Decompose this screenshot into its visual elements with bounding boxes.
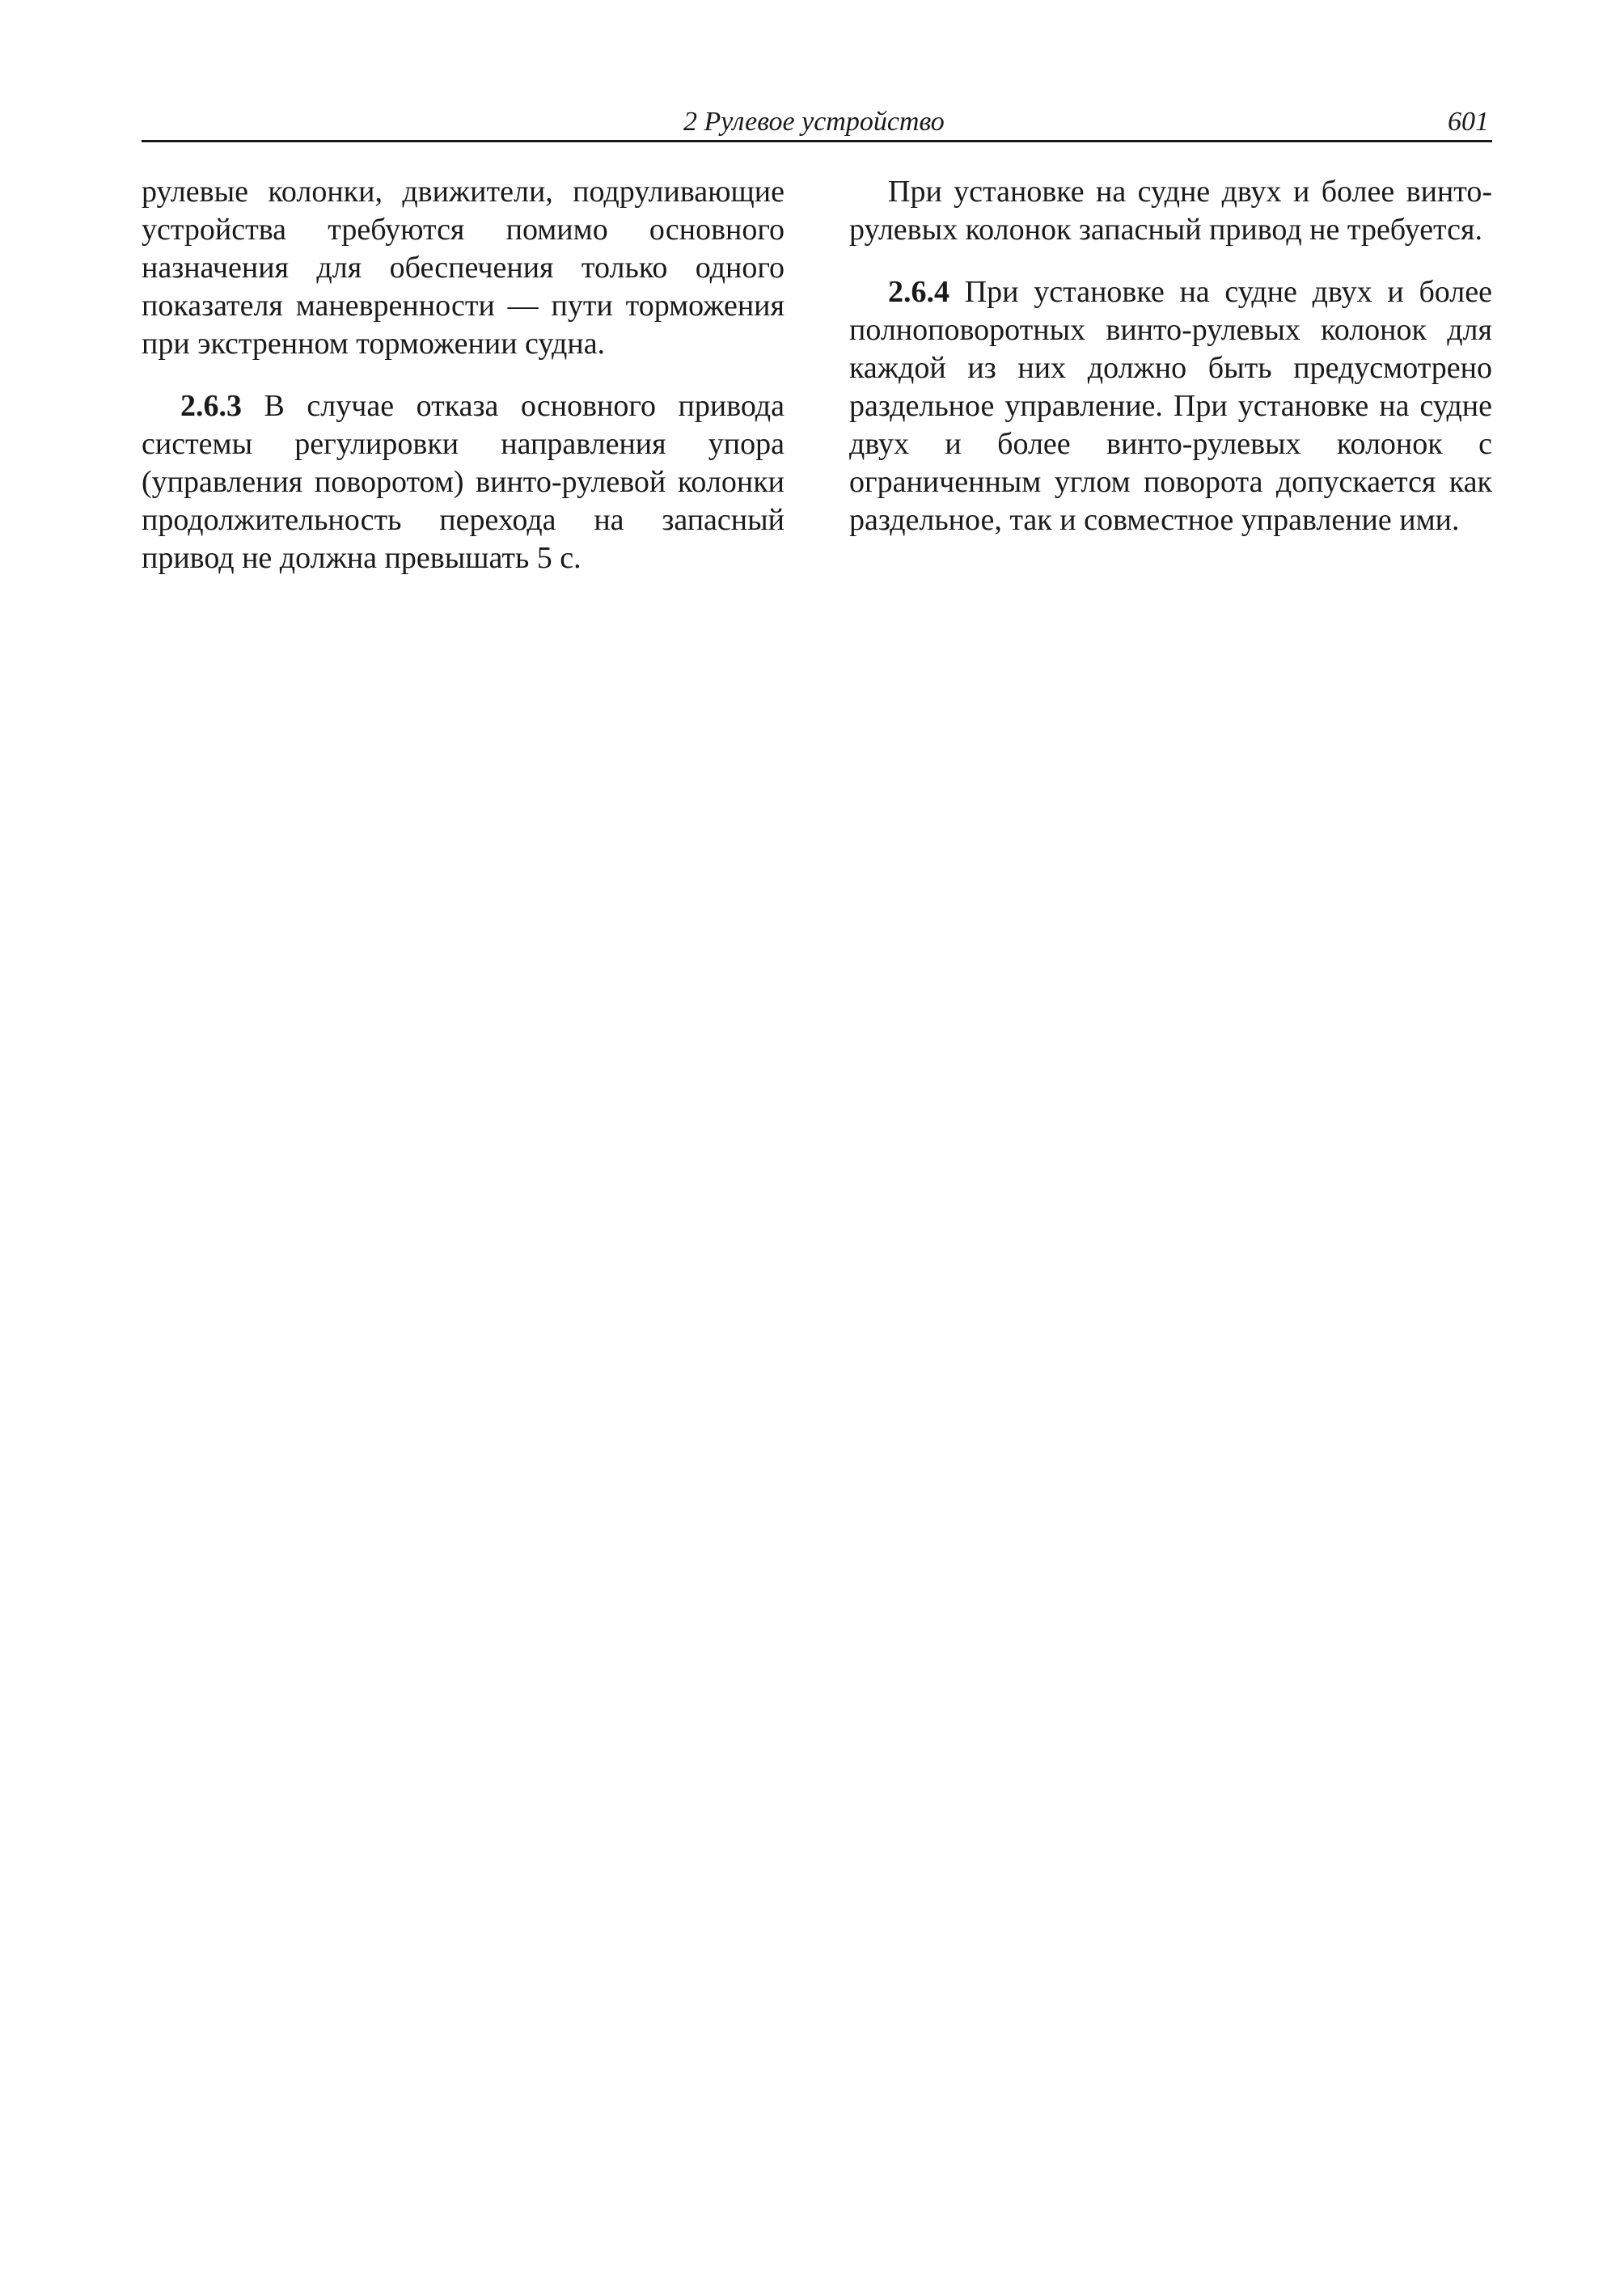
right-column xyxy=(849,173,1492,564)
paragraph-2-6-4 xyxy=(849,273,1492,539)
paragraph-continued-right: При установке на судне двух и более винто-рулевых колонок запасный привод не требуется. xyxy=(849,175,1492,247)
paragraph-continued: рулевые колонки, движители, подруливающие устройства требуются помимо основного назначения для обеспечения только одного показателя маневренности — пути торможения при экстренном торможении судна. xyxy=(142,175,785,361)
paragraph-2-6-3 xyxy=(142,387,785,577)
paragraph-text: При установке на судне двух и более полноповоротных винто-рулевых колонок для каждой из них должно быть предусмотрено раздельное управление. При установке на судне двух и более винто-рулевых колонок с ограниченным углом поворота допускается как раздельное, так и совместное управление ими. xyxy=(849,275,1492,537)
section-number: 2.6.4 xyxy=(888,275,949,309)
page-number: 601 xyxy=(1448,107,1489,137)
chapter-title: 2 Рулевое устройство xyxy=(683,107,945,137)
left-column xyxy=(142,173,785,602)
section-number: 2.6.3 xyxy=(180,389,242,423)
paragraph-text: В случае отказа основного привода системы регулировки направления упора (управления поворотом) винто-рулевой колонки продолжительность перехода на запасный привод не должна превышать 5 с. xyxy=(142,389,785,575)
running-header xyxy=(142,101,1492,142)
